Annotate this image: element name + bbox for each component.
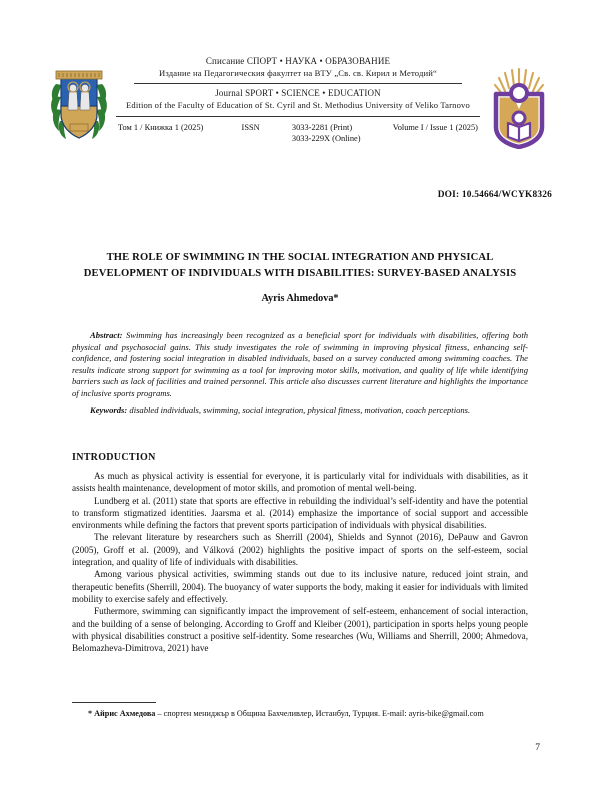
page-title: [60, 250, 540, 282]
masthead-divider-lower: [116, 116, 480, 117]
title-line-1: THE ROLE OF SWIMMING IN THE SOCIAL INTEGRATION AND PHYSICAL: [106, 252, 494, 263]
section-heading-introduction: INTRODUCTION: [72, 452, 156, 463]
title-line-2: DEVELOPMENT OF INDIVIDUALS WITH DISABILITIES: SURVEY-BASED ANALYSIS: [83, 268, 517, 279]
footnote-marker: *: [88, 709, 93, 718]
footnote-affiliation: – спортен мениджър в Община Бахчеливлер, Истанбул, Турция. E-mail: ayris-bike@gmail.com: [155, 709, 484, 718]
university-crest-icon: [48, 58, 110, 144]
keywords-text: disabled individuals, swimming, social integration, physical fitness, motivation, coach perceptions.: [127, 404, 471, 415]
doi-text: DOI: 10.54664/WCYK8326: [437, 190, 552, 200]
body-paragraph: Among various physical activities, swimming stands out due to its inclusive nature, reduced joint strain, and therapeutic benefits (Sherrill, 2004). The buoyancy of water supports the body, making it easier for individuals with limited mobility to exercise safely and effectively.: [72, 569, 528, 604]
body-paragraph: The relevant literature by researchers such as Sherrill (2004), Shields and Synnot (2016), DePauw and Gavron (2005), Groff et al. (2009), and Válková (2002) highlights the positive impact of sports on the self-esteem, social integration, and quality of life of individuals with disabilities.: [72, 532, 528, 568]
masthead-line-en-subtitle: Edition of the Faculty of Education of St. Cyril and St. Methodius University of Veliko Tarnovo: [126, 100, 470, 111]
issn-online: 3033-229X (Online): [291, 134, 361, 144]
journal-masthead: [48, 55, 552, 170]
volume-bg-label: Том 1 / Книжка 1 (2025): [118, 122, 204, 132]
footnote-paragraph: [72, 708, 528, 720]
issn-label: ISSN: [241, 122, 260, 132]
masthead-line-en-title: Journal SPORT • SCIENCE • EDUCATION: [215, 87, 381, 98]
keywords-label: Keywords:: [90, 404, 128, 415]
abstract-paragraph: [72, 330, 528, 400]
footnote-block: [72, 708, 528, 720]
body-paragraph: As much as physical activity is essential for everyone, it is particularly vital for individuals with disabilities, as it assists health maintenance, development of motor skills, and promotion of mental well-being.: [72, 471, 528, 494]
masthead-divider-upper: [134, 83, 462, 84]
abstract-text: Swimming has increasingly been recognized as a beneficial sport for individuals with disabilities, offering both physical and psychosocial gains. This study investigates the role of swimming in improving physical fitness, enhancing self-confidence, and fostering social integration in disabled individuals, based on a survey conducted among swimming coaches. The results indicate strong support for swimming as a tool for improving motor skills, motivation, and quality of life while identifying barriers such as lack of facilities and trained personnel. This article also discusses current literature and highlights the importance of inclusive sports programs.: [72, 330, 528, 398]
masthead-text-block: [110, 55, 486, 145]
masthead-line-bg-title: Списание СПОРТ • НАУКА • ОБРАЗОВАНИЕ: [205, 56, 391, 66]
keywords-paragraph: [72, 405, 528, 417]
footnote-author-name: Айрис Ахмедова: [92, 709, 156, 718]
page-number: 7: [535, 742, 540, 753]
masthead-line-bg-subtitle: Издание на Педагогическия факултет на ВТУ „Св. св. Кирил и Методий“: [159, 68, 437, 79]
faculty-emblem-icon: [486, 61, 552, 149]
abstract-label: Abstract:: [90, 330, 123, 340]
author-name: Ayris Ahmedova*: [261, 293, 339, 304]
issue-info-row: [116, 122, 480, 145]
volume-en-label: Volume I / Issue 1 (2025): [392, 122, 478, 132]
issn-print: 3033-2281 (Print): [291, 122, 353, 132]
body-paragraph: Lundberg et al. (2011) state that sports are effective in rebuilding the individual’s self-identity and have the potential to transform stigmatized identities. Jaarsma et al. (2014) emphasize the importance of social support and accessible environments while defining the factors that prevent sports participation of individuals with physical disabilities.: [72, 495, 528, 531]
introduction-body: [72, 470, 528, 654]
footnote-separator: [72, 702, 156, 703]
issn-values: [292, 122, 361, 145]
body-paragraph: Futhermore, swimming can significantly impact the improvement of self-esteem, enhancement of social interaction, and the building of a sense of belonging. According to Groff and Kleiber (2001), participation in sports helps young people with physical disabilities construct a positive self-identity. Some researches (Wu, Williams and Sherrill, 2000; Ahmedova, Belomazheva-Dimitrova, 2021) have: [72, 606, 528, 654]
abstract-block: [72, 330, 528, 416]
